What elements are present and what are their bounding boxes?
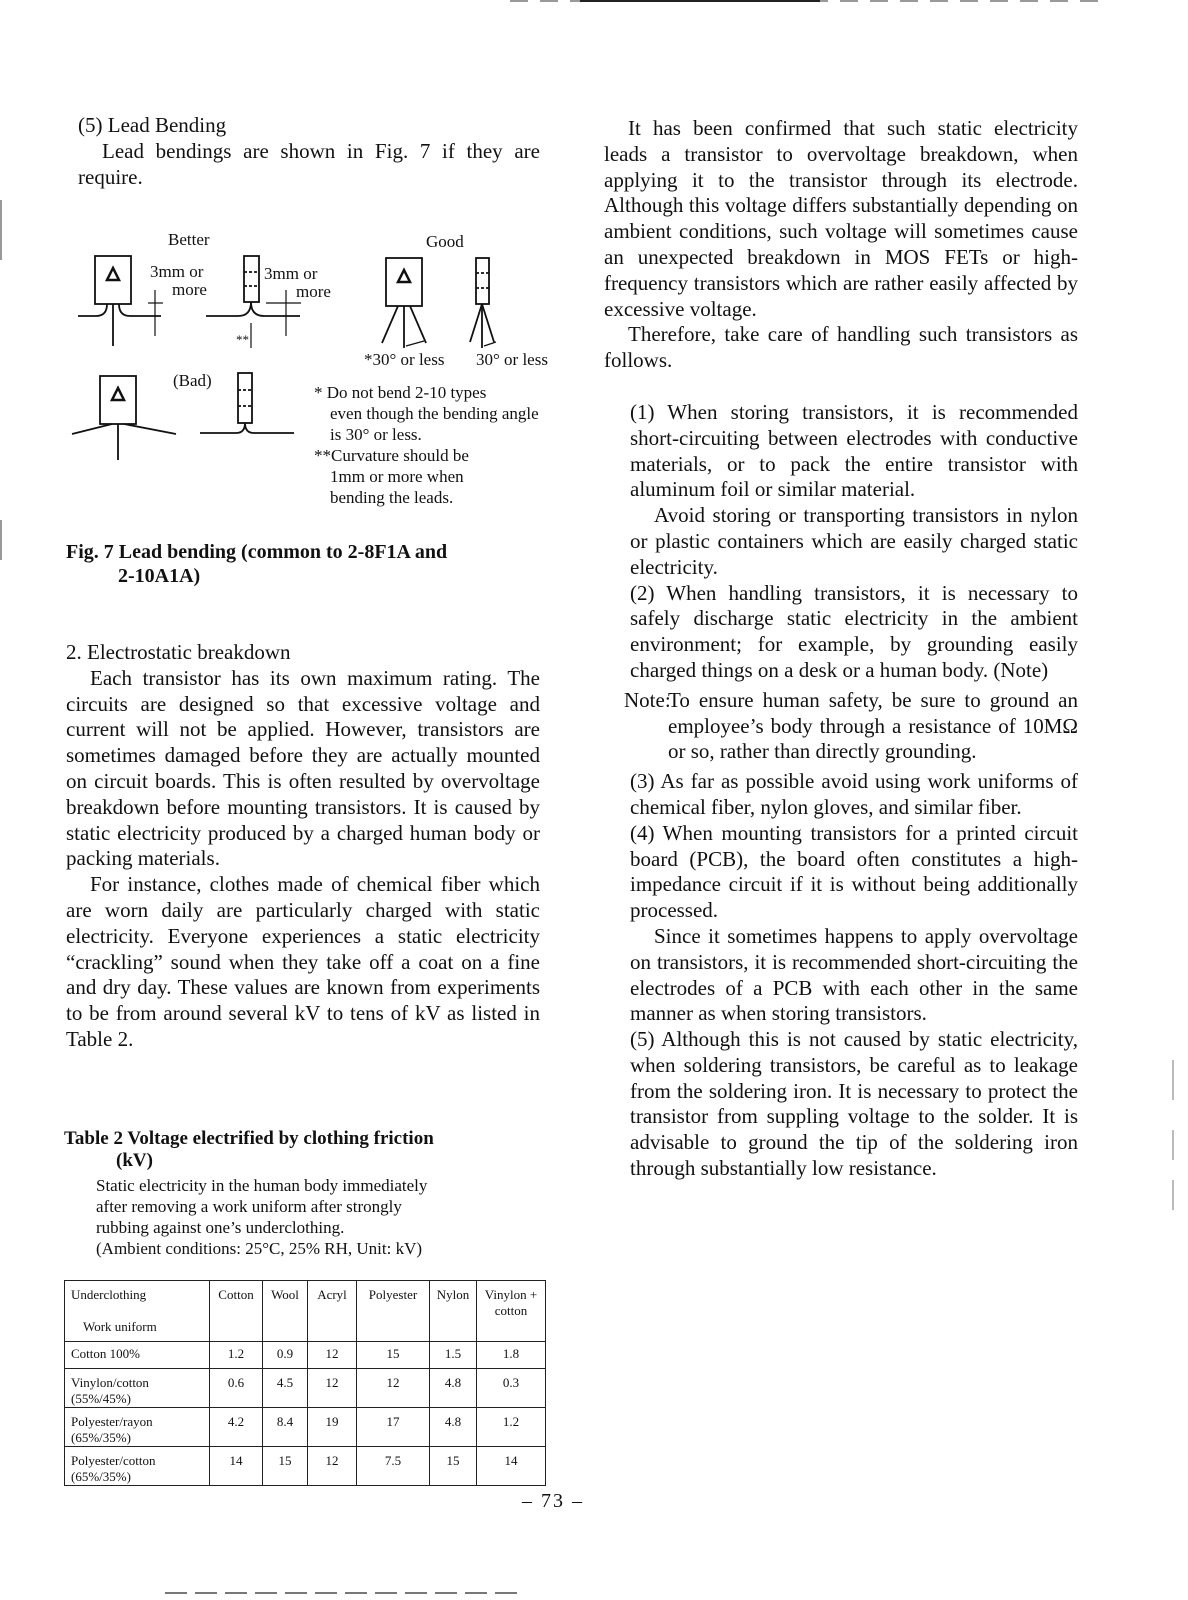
figure-notes <box>314 382 594 508</box>
corner-underclothing: Underclothing <box>71 1287 147 1302</box>
note-line: **Curvature should be <box>314 446 469 465</box>
note-line: * Do not bend 2-10 types <box>314 383 487 402</box>
table-cell: 1.8 <box>477 1342 546 1369</box>
column-header: Polyester <box>357 1281 430 1342</box>
table-cell: 8.4 <box>263 1408 308 1447</box>
note <box>604 688 1078 765</box>
label-spacing-2-line2: more <box>296 282 331 301</box>
label-angle-2: 30° or less <box>476 350 548 369</box>
table-cell: 15 <box>430 1447 477 1486</box>
row-sublabel: (65%/35%) <box>71 1469 131 1484</box>
list-item-4: (4) When mounting transistors for a printed circuit board (PCB), the board often constitutes a high-impedance circuit if it is without being additionally processed. <box>630 820 1078 923</box>
table-cell: 0.6 <box>210 1369 263 1408</box>
note-line: even though the bending angle <box>330 404 539 423</box>
electrostatic-breakdown-section <box>66 640 540 1053</box>
list-item-3: (3) As far as possible avoid using work uniforms of chemical fiber, nylon gloves, and similar fiber. <box>630 769 1078 819</box>
table-cell: 14 <box>477 1447 546 1486</box>
column-header: Cotton <box>210 1281 263 1342</box>
table-cell: 4.2 <box>210 1408 263 1447</box>
transistor-front-bad <box>72 376 176 460</box>
label-bad: (Bad) <box>173 371 212 390</box>
table-cell: 19 <box>308 1408 357 1447</box>
label-good: Good <box>426 232 464 251</box>
column-header: Nylon <box>430 1281 477 1342</box>
table-row <box>65 1342 546 1369</box>
note-text: To ensure human safety, be sure to ground an employee’s body through a resistance of 10MΩ or so, rather than directly grounding. <box>668 687 1078 764</box>
table-cell: 12 <box>357 1369 430 1408</box>
note-line: bending the leads. <box>330 488 454 507</box>
table-cell: 4.8 <box>430 1369 477 1408</box>
table-cell: 12 <box>308 1369 357 1408</box>
label-spacing-2-line1: 3mm or <box>264 264 318 283</box>
lead-bending-section <box>78 113 540 190</box>
row-header <box>65 1342 210 1369</box>
lead-bending-heading: (5) Lead Bending <box>78 113 227 137</box>
table-title <box>64 1128 544 1172</box>
column-header: Wool <box>263 1281 308 1342</box>
paragraph: For instance, clothes made of chemical fiber which are worn daily are particularly charged with static electricity. Everyone experiences a static electricity “crackling” sound when they take off a coat on a fine and dry day. These values are known from experiments to be from around several kV to tens of kV as listed in Table 2. <box>66 872 540 1051</box>
scan-edge-top <box>510 0 1110 2</box>
voltage-table <box>64 1280 546 1486</box>
transistor-side-bad <box>200 373 294 433</box>
row-label: Cotton 100% <box>71 1346 140 1361</box>
table-title-line1: Table 2 Voltage electrified by clothing friction <box>64 1128 434 1149</box>
paragraph: Each transistor has its own maximum rating. The circuits are designed so that excessive voltage and current will not be applied. However, transistors are sometimes damaged before they are actually mounted on circuit boards. This is often resulted by overvoltage breakdown before mounting transistors. It is caused by static electricity produced by a charged human body or packing materials. <box>66 665 540 871</box>
table-description-line: (Ambient conditions: 25°C, 25% RH, Unit: kV) <box>96 1239 423 1258</box>
table-cell: 1.5 <box>430 1342 477 1369</box>
paragraph: It has been confirmed that such static electricity leads a transistor to overvoltage breakdown, when applying it to the transistor through its electrode. Although this voltage differs substantially depending on ambient conditions, such voltage will sometimes cause an unexpected breakdown in MOS FETs or high-frequency transistors which are rather easily affected by excessive voltage. <box>604 116 1078 321</box>
paragraph: Therefore, take care of handling such transistors as follows. <box>604 322 1078 373</box>
table-row <box>65 1408 546 1447</box>
table-title-line2: (kV) <box>116 1150 153 1171</box>
row-label: Polyester/rayon <box>71 1414 153 1429</box>
page-number: – 73 – <box>522 1490 584 1512</box>
table-cell: 12 <box>308 1342 357 1369</box>
list-item-2: (2) When handling transistors, it is necessary to safely discharge static electricity in the ambient environment; for example, by grounding easily charged things on a desk or a human body. (Note) <box>630 580 1078 682</box>
table-header-row <box>65 1281 546 1342</box>
lead-bending-text: Lead bendings are shown in Fig. 7 if they are require. <box>78 138 540 189</box>
table-cell: 1.2 <box>477 1408 546 1447</box>
table-cell: 1.2 <box>210 1342 263 1369</box>
scan-edge-right <box>1172 1130 1174 1160</box>
row-sublabel: (65%/35%) <box>71 1430 131 1445</box>
label-spacing-1-line2: more <box>172 280 207 299</box>
row-label: Polyester/cotton <box>71 1453 156 1468</box>
table-cell: 7.5 <box>357 1447 430 1486</box>
figure-caption <box>66 540 447 588</box>
table-cell: 12 <box>308 1447 357 1486</box>
label-double-asterisk: ** <box>236 332 249 347</box>
table-cell: 0.3 <box>477 1369 546 1408</box>
table-cell: 4.5 <box>263 1369 308 1408</box>
figure-caption-line2: 2-10A1A) <box>118 565 201 587</box>
figure-caption-line1: Fig. 7 Lead bending (common to 2-8F1A and <box>66 541 448 563</box>
table-description-line: after removing a work uniform after strongly <box>96 1197 402 1216</box>
label-angle-1: *30° or less <box>364 350 445 369</box>
figure-7-lead-bending <box>66 228 586 518</box>
scan-edge-bottom <box>165 1592 525 1594</box>
table-cell: 15 <box>263 1447 308 1486</box>
table-cell: 4.8 <box>430 1408 477 1447</box>
note-line: is 30° or less. <box>330 425 422 444</box>
table-description-line: rubbing against one’s underclothing. <box>96 1218 345 1237</box>
scan-edge-right <box>1172 1060 1174 1100</box>
row-header <box>65 1369 210 1408</box>
label-better: Better <box>168 230 210 249</box>
column-header: Acryl <box>308 1281 357 1342</box>
table-row <box>65 1369 546 1408</box>
scan-edge-right <box>1172 1180 1174 1210</box>
transistor-front-good <box>382 258 426 348</box>
note-line: 1mm or more when <box>330 467 464 486</box>
row-header <box>65 1408 210 1447</box>
table-description-line: Static electricity in the human body immediately <box>96 1176 428 1195</box>
table-cell: 0.9 <box>263 1342 308 1369</box>
list-item-5: (5) Although this is not caused by static electricity, when soldering transistors, be careful as to leakage from the soldering iron. It is necessary to protect the transistor from suppling voltage to the solder. It is advisable to ground the tip of the soldering iron through substantially low resistance. <box>630 1027 1078 1181</box>
corner-work-uniform: Work uniform <box>83 1319 157 1334</box>
scan-edge-left <box>0 520 2 560</box>
table-description <box>96 1175 536 1259</box>
transistor-side-good <box>470 258 496 348</box>
table-corner-header <box>65 1281 210 1342</box>
list-item-1-continued: Avoid storing or transporting transistors in nylon or plastic containers which are easily charged static electricity. <box>630 503 1078 579</box>
row-sublabel: (55%/45%) <box>71 1391 131 1406</box>
note-label: Note: <box>624 687 671 712</box>
row-header <box>65 1447 210 1486</box>
column-header: Vinylon + cotton <box>477 1281 546 1342</box>
table-cell: 15 <box>357 1342 430 1369</box>
right-column <box>604 116 1078 1182</box>
label-spacing-1-line1: 3mm or <box>150 262 204 281</box>
list-item-4-continued: Since it sometimes happens to apply overvoltage on transistors, it is recommended short-circuiting the electrodes of a PCB with each other in the same manner as when storing transistors. <box>630 923 1078 1026</box>
list-item-1: (1) When storing transistors, it is recommended short-circuiting between electrodes with conductive materials, or to pack the entire transistor with aluminum foil or similar material. <box>630 399 1078 502</box>
table-cell: 17 <box>357 1408 430 1447</box>
row-label: Vinylon/cotton <box>71 1375 149 1390</box>
table-row <box>65 1447 546 1486</box>
section-heading: 2. Electrostatic breakdown <box>66 640 291 664</box>
scan-edge-left <box>0 200 2 260</box>
table-cell: 14 <box>210 1447 263 1486</box>
